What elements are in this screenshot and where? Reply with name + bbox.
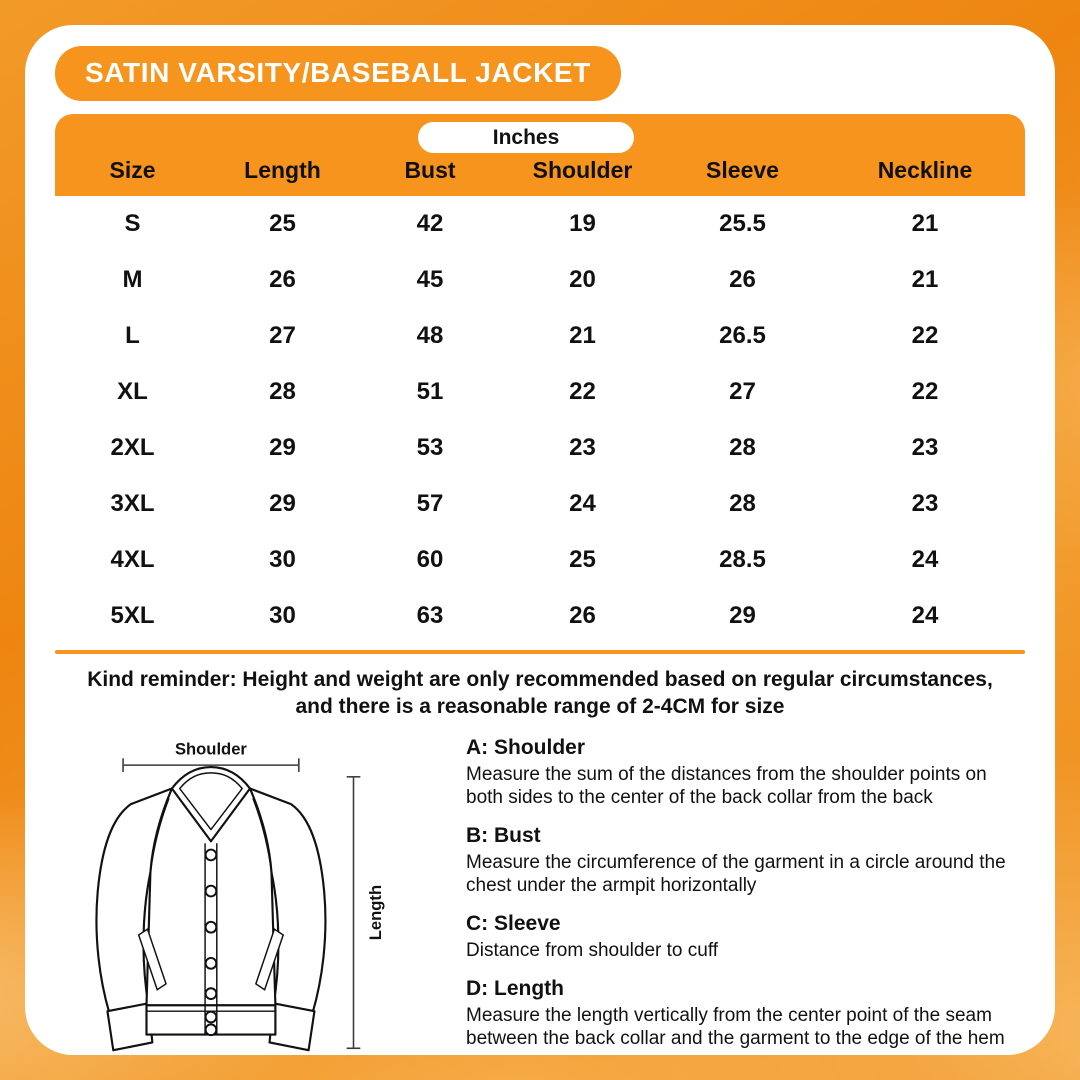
value-cell: 26.5	[719, 322, 766, 349]
value-cell: 30	[269, 546, 296, 573]
definition-description: Measure the length vertically from the center point of the seam between the back collar and the garment to the edge of the hem	[466, 1005, 1005, 1049]
size-cell: L	[125, 322, 140, 349]
column-header: Shoulder	[532, 157, 633, 183]
table-row	[55, 588, 1025, 644]
value-cell: 20	[569, 266, 596, 293]
size-cell: 3XL	[110, 490, 155, 517]
product-title: SATIN VARSITY/BASEBALL JACKET	[85, 57, 591, 88]
definition-term: D: Length	[466, 977, 564, 1000]
product-title-badge	[55, 46, 621, 101]
value-cell: 30	[269, 602, 296, 629]
column-header: Size	[109, 157, 156, 183]
definition-term: C: Sleeve	[466, 912, 561, 935]
value-cell: 63	[416, 602, 444, 629]
jacket-line-drawing	[70, 728, 430, 1055]
value-cell: 24	[911, 602, 939, 629]
definition-description: Measure the sum of the distances from the shoulder points on both sides to the center of the back collar from the back	[466, 764, 987, 808]
value-cell: 21	[911, 210, 939, 237]
value-cell: 29	[269, 490, 296, 517]
definition-block	[466, 912, 1041, 962]
value-cell: 60	[416, 546, 444, 573]
column-header: Length	[244, 157, 321, 183]
value-cell: 53	[416, 434, 444, 461]
measurement-definitions	[466, 736, 1041, 1055]
definition-description: Distance from shoulder to cuff	[466, 940, 719, 961]
definition-block	[466, 736, 1041, 809]
value-cell: 21	[911, 266, 939, 293]
table-body	[55, 196, 1025, 644]
size-table	[55, 114, 1025, 644]
value-cell: 24	[569, 490, 596, 517]
value-cell: 22	[911, 322, 939, 349]
value-cell: 25	[569, 546, 596, 573]
value-cell: 22	[569, 378, 596, 405]
size-cell: 4XL	[110, 546, 155, 573]
value-cell: 25.5	[719, 210, 766, 237]
table-row	[55, 196, 1025, 252]
table-header	[55, 114, 1025, 196]
shoulder-measure-label: Shoulder	[174, 739, 247, 759]
value-cell: 28	[729, 490, 756, 517]
definition-block	[466, 824, 1041, 897]
definition-term: B: Bust	[466, 824, 541, 847]
kind-reminder	[25, 666, 1055, 720]
size-cell: 2XL	[110, 434, 155, 461]
measurement-section	[70, 728, 1055, 1055]
table-row	[55, 364, 1025, 420]
value-cell: 51	[416, 378, 444, 405]
table-row	[55, 252, 1025, 308]
table-row	[55, 476, 1025, 532]
value-cell: 26	[569, 602, 596, 629]
value-cell: 28	[269, 378, 296, 405]
definition-term: A: Shoulder	[466, 736, 585, 759]
divider-line	[55, 650, 1025, 654]
value-cell: 57	[416, 490, 444, 517]
value-cell: 23	[911, 434, 939, 461]
value-cell: 45	[416, 266, 444, 293]
value-cell: 28.5	[719, 546, 766, 573]
table-row	[55, 420, 1025, 476]
reminder-line-2: and there is a reasonable range of 2-4CM for size	[295, 695, 785, 718]
value-cell: 26	[269, 266, 296, 293]
value-cell: 29	[729, 602, 756, 629]
table-row	[55, 532, 1025, 588]
definition-block	[466, 977, 1041, 1050]
value-cell: 22	[911, 378, 939, 405]
jacket-outline	[96, 767, 325, 1050]
value-cell: 25	[269, 210, 296, 237]
reminder-line-1: Kind reminder: Height and weight are only recommended based on regular circumstances,	[87, 668, 993, 691]
column-header: Bust	[404, 157, 456, 183]
column-header: Sleeve	[706, 157, 779, 183]
length-measure-label: Length	[365, 884, 385, 941]
value-cell: 23	[911, 490, 939, 517]
unit-badge: Inches	[418, 122, 634, 153]
size-cell: M	[122, 266, 143, 293]
value-cell: 42	[416, 210, 444, 237]
size-cell: S	[124, 210, 141, 237]
value-cell: 48	[416, 322, 444, 349]
value-cell: 27	[269, 322, 296, 349]
value-cell: 28	[729, 434, 756, 461]
table-row	[55, 308, 1025, 364]
size-cell: XL	[117, 378, 148, 405]
value-cell: 23	[569, 434, 596, 461]
definition-description: Measure the circumference of the garment in a circle around the chest under the armpit horizontally	[466, 852, 1006, 896]
value-cell: 27	[729, 378, 756, 405]
size-chart-card	[25, 25, 1055, 1055]
value-cell: 26	[729, 266, 756, 293]
value-cell: 29	[269, 434, 296, 461]
value-cell: 19	[569, 210, 596, 237]
jacket-diagram	[70, 728, 430, 1055]
size-cell: 5XL	[110, 602, 155, 629]
value-cell: 24	[911, 546, 939, 573]
value-cell: 21	[569, 322, 596, 349]
column-header: Neckline	[877, 157, 973, 183]
